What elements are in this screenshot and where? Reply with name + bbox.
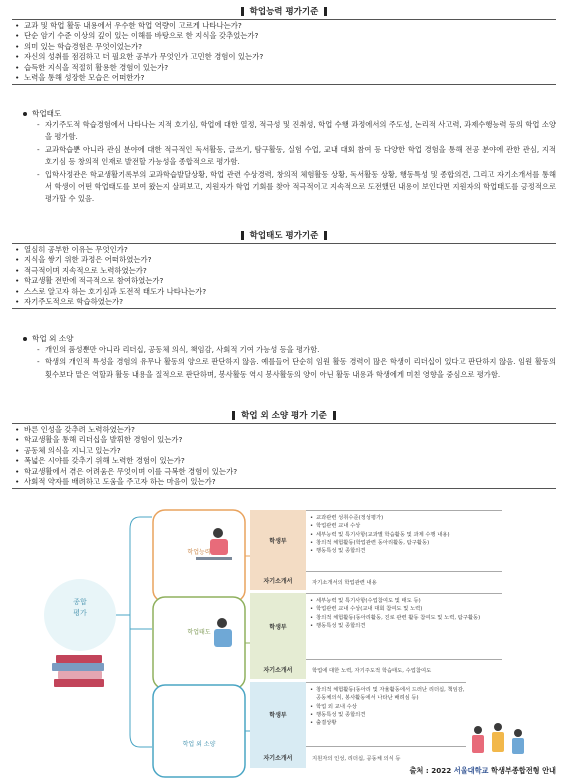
criteria-item: • 지식을 쌓기 위한 과정은 어떠하였는가? xyxy=(24,255,556,265)
detail-item: • 창의적 체험활동(학업관련 동아리활동, 탐구활동) xyxy=(316,539,502,547)
detail-item: • 출결상황 xyxy=(316,719,466,727)
detail-item: • 학업관련 교내 수상(교내 대회 참여도 및 노력) xyxy=(316,605,502,613)
non-academic-criteria-title: 학업 외 소양 평가 기준 xyxy=(0,409,568,421)
description-item: - 자기주도적 학습경험에서 나타나는 지적 호기심, 학업에 대한 열정, 적극성 및 진취성, 학업 수행 과정에서의 주도성, 논리적 사고력, 과제수행능력 등의 학업 소양을 평가함. xyxy=(45,119,556,144)
criteria-item: • 의미 있는 학습경험은 무엇이었는가? xyxy=(24,42,556,52)
detail-item: • 세부능력 및 특기사항(수업참여도 및 태도 등) xyxy=(316,597,502,605)
category-label: 자기소개서 xyxy=(263,578,293,585)
criteria-item: • 사회적 약자를 배려하고 도움을 주고자 하는 마음이 있는가? xyxy=(24,477,556,487)
person-illustration xyxy=(213,528,223,538)
evaluation-diagram xyxy=(0,505,568,782)
title-bar-left xyxy=(241,231,244,240)
group-label-attitude: 학업태도 xyxy=(187,629,211,636)
criteria-item: • 학교생활에서 겪은 어려움은 무엇이며 이를 극복한 경험이 있는가? xyxy=(24,467,556,477)
detail-list xyxy=(306,510,502,572)
detail-item: • 창의적 체험활동(동아리 및 자율활동에서 드러난 리더십, 책임감, 공동체의식, 봉사활동에서 나타난 배려심 등) xyxy=(316,686,466,703)
title-bar-left xyxy=(241,7,244,16)
book-stack-illustration xyxy=(54,679,104,687)
criteria-item: • 단순 암기 수준 이상의 깊이 있는 이해를 바탕으로 한 지식을 갖추었는가? xyxy=(24,31,556,41)
criteria-item: • 교과 및 학업 활동 내용에서 우수한 학업 역량이 고르게 나타나는가? xyxy=(24,21,556,31)
person-illustration xyxy=(492,732,504,752)
group-label-character: 학업 외 소양 xyxy=(182,741,216,748)
title-bar-right xyxy=(324,7,327,16)
detail-item: 자기소개서의 학업관련 내용 xyxy=(312,579,377,586)
criteria-item: • 폭넓은 시야를 갖추기 위해 노력한 경험이 있는가? xyxy=(24,456,556,466)
criteria-item: • 적극적이며 지속적으로 노력하였는가? xyxy=(24,266,556,276)
criteria-item: • 노력을 통해 성장한 모습은 어떠한가? xyxy=(24,73,556,83)
academic-box xyxy=(153,510,245,602)
book-stack-illustration xyxy=(58,671,102,679)
title-bar-right xyxy=(333,411,336,420)
detail-item: • 행동특성 및 종합의견 xyxy=(316,547,502,555)
detail-list xyxy=(306,682,466,747)
criteria-item: • 학교생활 전반에 적극적으로 참여하였는가? xyxy=(24,276,556,286)
detail-item: • 창의적 체험활동(동아리활동, 진로 관련 활동 참여도 및 노력, 탐구활동) xyxy=(316,614,502,622)
detail-item: • 세부능력 및 특기사항(교과별 학습활동 및 과제 수행 내용) xyxy=(316,531,502,539)
person-illustration xyxy=(494,723,502,731)
title-bar-right xyxy=(324,231,327,240)
description-item: - 학생의 개인적 특성을 경험의 유무나 활동의 양으로 판단하지 않음. 예를들어 단순히 임원 활동 경력이 많은 학생이 리더십이 있다고 판단하지 않음. 임원 활동의 횟수보다 맡은 역할과 활동 내용을 질적으로 판단하며, 봉사활동 역시 봉사활동의 양이 아닌 활동 내용과 학생에게 미친 영향을 중심으로 평가함. xyxy=(45,356,556,381)
criteria-item: • 바른 인성을 갖추려 노력하였는가? xyxy=(24,425,556,435)
detail-item: • 행동특성 및 종합의견 xyxy=(316,711,466,719)
book-stack-illustration xyxy=(56,655,102,663)
description-item: - 교과학습뿐 아니라 관심 분야에 대한 적극적인 독서활동, 글쓰기, 탐구활동, 실험 수업, 교내 대회 참여 등 다양한 학업 경험을 통해 전공 분야에 관한 관심, 지적 호기심 등 창의적 인재로 발전할 가능성을 종합적으로 평가함. xyxy=(45,144,556,169)
center-label: 종합 평가 xyxy=(73,598,87,617)
academic-attitude-section xyxy=(26,108,556,206)
detail-list xyxy=(306,571,502,591)
criteria-item: • 스스로 알고자 하는 호기심과 도전적 태도가 나타나는가? xyxy=(24,287,556,297)
detail-item: 지원자의 인성, 리더십, 공동체 의식 등 xyxy=(312,756,401,762)
category-label: 학생부 xyxy=(269,711,287,719)
detail-item: • 학업관련 교내 수상 xyxy=(316,522,502,530)
title-bar-left xyxy=(232,411,235,420)
detail-list xyxy=(306,593,502,660)
detail-item: • 행동특성 및 종합의견 xyxy=(316,622,502,630)
criteria-item: • 학교생활을 통해 리더십을 발휘한 경험이 있는가? xyxy=(24,435,556,445)
source-caption: 출처 : 2022 서울대학교 학생부종합전형 안내 xyxy=(409,766,556,775)
category-label: 학생부 xyxy=(269,623,287,631)
academic-attitude-criteria-title: 학업태도 평가기준 xyxy=(0,229,568,241)
academic-ability-criteria-box xyxy=(12,19,556,85)
detail-list xyxy=(306,659,502,680)
criteria-item: • 공동체 의식을 지니고 있는가? xyxy=(24,446,556,456)
section-heading: 학업태도 xyxy=(26,108,556,119)
connector-line xyxy=(130,517,152,747)
desk-illustration xyxy=(196,557,232,560)
academic-attitude-criteria-box xyxy=(12,243,556,309)
person-illustration xyxy=(512,738,524,754)
criteria-item: • 열심히 공부한 이유는 무엇인가? xyxy=(24,245,556,255)
description-item: - 입학사정관은 학교생활기록부의 교과학습발달상황, 학업 관련 수상경력, 창의적 체험활동 상황, 독서활동 상황, 행동특성 및 종합의견, 그리고 자기소개서를 통해서 학생이 어떤 학업태도를 보여 왔는지 살펴보고, 지원자가 학업 기회를 찾아 적극적이고 지속적으로 도전했던 내용이 보인다면 지원자의 학업태도를 긍정적으로 평가할 수 있음. xyxy=(45,169,556,206)
group-label-academic: 학업능력 xyxy=(187,549,211,556)
category-label: 자기소개서 xyxy=(263,666,293,674)
non-academic-criteria-box xyxy=(12,423,556,489)
book-stack-illustration xyxy=(52,663,104,671)
detail-item: • 학업 외 교내 수상 xyxy=(316,703,466,711)
non-academic-section xyxy=(26,333,556,381)
category-label: 학생부 xyxy=(269,538,287,545)
character-box xyxy=(153,685,245,777)
person-illustration xyxy=(472,735,484,753)
academic-ability-criteria-title: 학업능력 평가기준 xyxy=(0,5,568,17)
detail-item: • 교과관련 성취수준(정성평가) xyxy=(316,514,502,522)
criteria-item: • 자신의 성취를 점검하고 더 필요한 공부가 무엇인가 고민한 경험이 있는가? xyxy=(24,52,556,62)
person-illustration xyxy=(474,726,482,734)
section-heading: 학업 외 소양 xyxy=(26,333,556,344)
criteria-item: • 습득한 지식을 적절히 활용한 경험이 있는가? xyxy=(24,63,556,73)
criteria-item: • 자기주도적으로 학습하였는가? xyxy=(24,297,556,307)
description-item: - 개인의 품성뿐만 아니라 리더십, 공동체 의식, 책임감, 사회적 기여 가능성 등을 평가함. xyxy=(45,344,556,356)
category-label: 자기소개서 xyxy=(263,754,293,762)
detail-item: 학업에 대한 노력, 자기주도적 학습태도, 수업참여도 xyxy=(312,668,432,674)
person-illustration xyxy=(514,729,522,737)
